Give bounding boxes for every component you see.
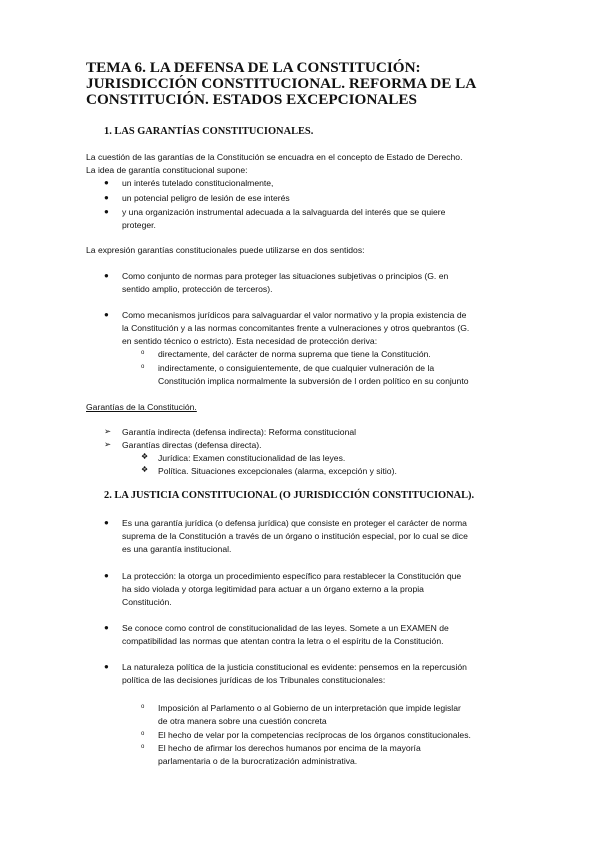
bullet-icon: ●	[104, 623, 109, 632]
sub-list-item-continuation: de otra manera sobre una cuestión concreta	[158, 716, 327, 726]
list-item: Garantía indirecta (defensa indirecta): Reforma constitucional	[122, 427, 357, 437]
arrow-bullet-icon: ➢	[104, 439, 112, 449]
bullet-icon: ●	[104, 207, 109, 216]
bullet-icon: ●	[104, 571, 109, 580]
circle-bullet-icon: o	[141, 364, 145, 370]
paragraph: La expresión garantías constitucionales puede utilizarse en dos sentidos:	[86, 245, 365, 255]
bullet-icon: ●	[104, 310, 109, 319]
arrow-bullet-icon: ➢	[104, 426, 112, 436]
list-item: Garantías directas (defensa directa).	[122, 440, 262, 450]
bullet-icon: ●	[104, 518, 109, 527]
bullet-icon: ●	[104, 193, 109, 202]
paragraph: La idea de garantía constitucional supone:	[86, 165, 248, 175]
sub-list-item-continuation: Constitución implica normalmente la subversión de l orden político en su conjunto	[158, 376, 469, 386]
sub-list-item-continuation: parlamentaria o de la burocratización administrativa.	[158, 756, 358, 766]
list-item: y una organización instrumental adecuada a la salvaguarda del interés que se quiere	[122, 207, 446, 217]
list-item-continuation: política de las decisiones jurídicas de los Tribunales constitucionales:	[122, 675, 386, 685]
bullet-icon: ●	[104, 271, 109, 280]
list-item-continuation: es una garantía institucional.	[122, 544, 232, 554]
list-item: un potencial peligro de lesión de ese interés	[122, 193, 290, 203]
list-item-continuation: en sentido técnico o estricto). Esta necesidad de protección deriva:	[122, 336, 378, 346]
bullet-icon: ●	[104, 662, 109, 671]
section-1-heading: 1. LAS GARANTÍAS CONSTITUCIONALES.	[104, 126, 314, 137]
circle-bullet-icon: o	[141, 731, 145, 737]
list-item-continuation: Constitución.	[122, 597, 172, 607]
sub-list-item: Política. Situaciones excepcionales (alarma, excepción y sitio).	[158, 466, 397, 476]
bullet-icon: ●	[104, 178, 109, 187]
circle-bullet-icon: o	[141, 744, 145, 750]
list-item-continuation: proteger.	[122, 220, 156, 230]
diamond-bullet-icon: ❖	[141, 465, 149, 474]
list-item-continuation: la Constitución y a las normas concomitantes frente a vulneraciones y otros quebrantos (G.	[122, 323, 470, 333]
list-item-continuation: sentido amplio, protección de terceros).	[122, 284, 273, 294]
sub-list-item: El hecho de velar por la competencias recíprocas de los órganos constitucionales.	[158, 730, 471, 740]
sub-list-item: indirectamente, o consiguientemente, de que cualquier vulneración de la	[158, 363, 435, 373]
list-item: Se conoce como control de constitucionalidad de las leyes. Somete a un EXAMEN de	[122, 623, 449, 633]
list-item-continuation: ha sido violada y otorga legitimidad para actuar a un órgano externo a la propia	[122, 584, 424, 594]
diamond-bullet-icon: ❖	[141, 452, 149, 461]
paragraph: La cuestión de las garantías de la Constitución se encuadra en el concepto de Estado de Derecho.	[86, 152, 463, 162]
list-item: La naturaleza política de la justicia constitucional es evidente: pensemos en la repercusión	[122, 662, 467, 672]
circle-bullet-icon: o	[141, 350, 145, 356]
sub-list-item: Jurídica: Examen constitucionalidad de las leyes.	[158, 453, 346, 463]
list-item-continuation: compatibilidad las normas que atentan contra la letra o el espíritu de la Constitución.	[122, 636, 444, 646]
subsection-heading: Garantías de la Constitución.	[86, 402, 197, 412]
list-item: Como conjunto de normas para proteger las situaciones subjetivas o principios (G. en	[122, 271, 449, 281]
list-item: un interés tutelado constitucionalmente,	[122, 178, 274, 188]
list-item: La protección: la otorga un procedimiento específico para restablecer la Constitución que	[122, 571, 462, 581]
list-item: Como mecanismos jurídicos para salvaguardar el valor normativo y la propia existencia de	[122, 310, 467, 320]
circle-bullet-icon: o	[141, 704, 145, 710]
section-2-heading: 2. LA JUSTICIA CONSTITUCIONAL (O JURISDICCIÓN CONSTITUCIONAL).	[104, 490, 475, 501]
sub-list-item: directamente, del carácter de norma suprema que tiene la Constitución.	[158, 349, 431, 359]
page-title: TEMA 6. LA DEFENSA DE LA CONSTITUCIÓN: JURISDICCIÓN CONSTITUCIONAL. REFORMA DE LA CONSTITUCIÓN. ESTADOS EXCEPCIONALES	[86, 59, 476, 108]
list-item: Es una garantía jurídica (o defensa jurídica) que consiste en proteger el carácter de norma	[122, 518, 467, 528]
sub-list-item: El hecho de afirmar los derechos humanos por encima de la mayoría	[158, 743, 421, 753]
list-item-continuation: suprema de la Constitución a través de un órgano o institución especial, por lo cual se dice	[122, 531, 468, 541]
sub-list-item: Imposición al Parlamento o al Gobierno de un interpretación que impide legislar	[158, 703, 461, 713]
